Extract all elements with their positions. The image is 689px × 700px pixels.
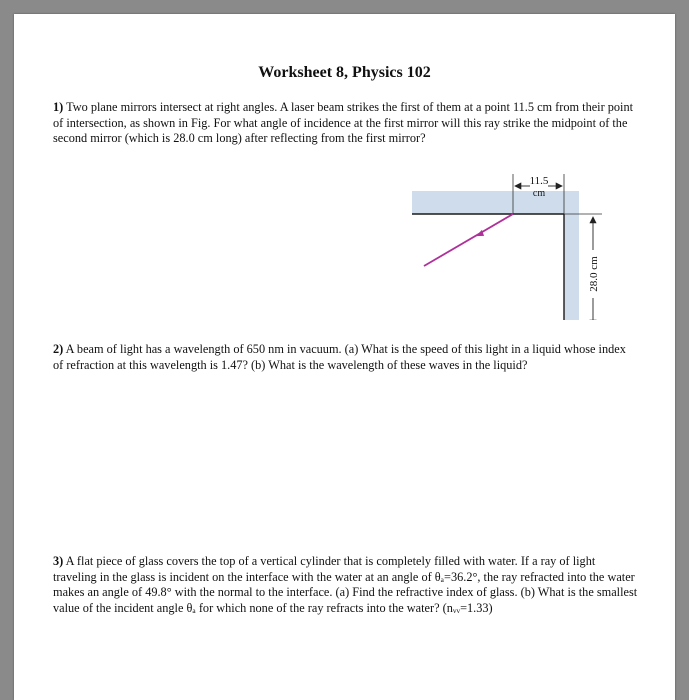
worksheet-page — [14, 14, 675, 700]
problem-3-text: A flat piece of glass covers the top of a vertical cylinder that is completely filled with water. If a ray of light traveling in the glass is incident on the interface with the water at an angle of θₐ=36.2°, the ray refracted into the water makes an angle of 49.8° with the normal to the interface. (a) Find the refractive index of glass. (b) What is the smallest value of the incident angle θₐ for which none of the ray refracts into the water? (nᵥᵥ=1.33) — [53, 554, 638, 615]
side-dimension-label: 28.0 cm — [588, 256, 600, 292]
problem-2-number: 2) — [53, 342, 64, 356]
top-dimension-value: 11.5 — [529, 175, 549, 187]
second-mirror-glass — [564, 214, 579, 320]
laser-beam — [424, 214, 513, 266]
problem-1 — [53, 100, 638, 147]
problem-1-text: Two plane mirrors intersect at right angles. A laser beam strikes the first of them at a point 11.5 cm from their point of intersection, as shown in Fig. For what angle of incidence at the first mirror will this ray strike the midpoint of the second mirror (which is 28.0 cm long) after reflecting from the first mirror? — [53, 100, 634, 145]
top-dimension-unit: cm — [532, 188, 546, 199]
page-title: Worksheet 8, Physics 102 — [258, 64, 431, 81]
problem-2-text: A beam of light has a wavelength of 650 nm in vacuum. (a) What is the speed of this light in a liquid whose index of refraction at this wavelength is 1.47? (b) What is the wavelength of these waves in the liquid? — [53, 342, 626, 372]
problem-3 — [53, 554, 638, 616]
first-mirror-glass — [412, 191, 579, 214]
problem-1-number: 1) — [53, 100, 64, 114]
problem-2 — [53, 342, 638, 373]
problem-3-number: 3) — [53, 554, 64, 568]
mirror-figure — [402, 160, 602, 320]
